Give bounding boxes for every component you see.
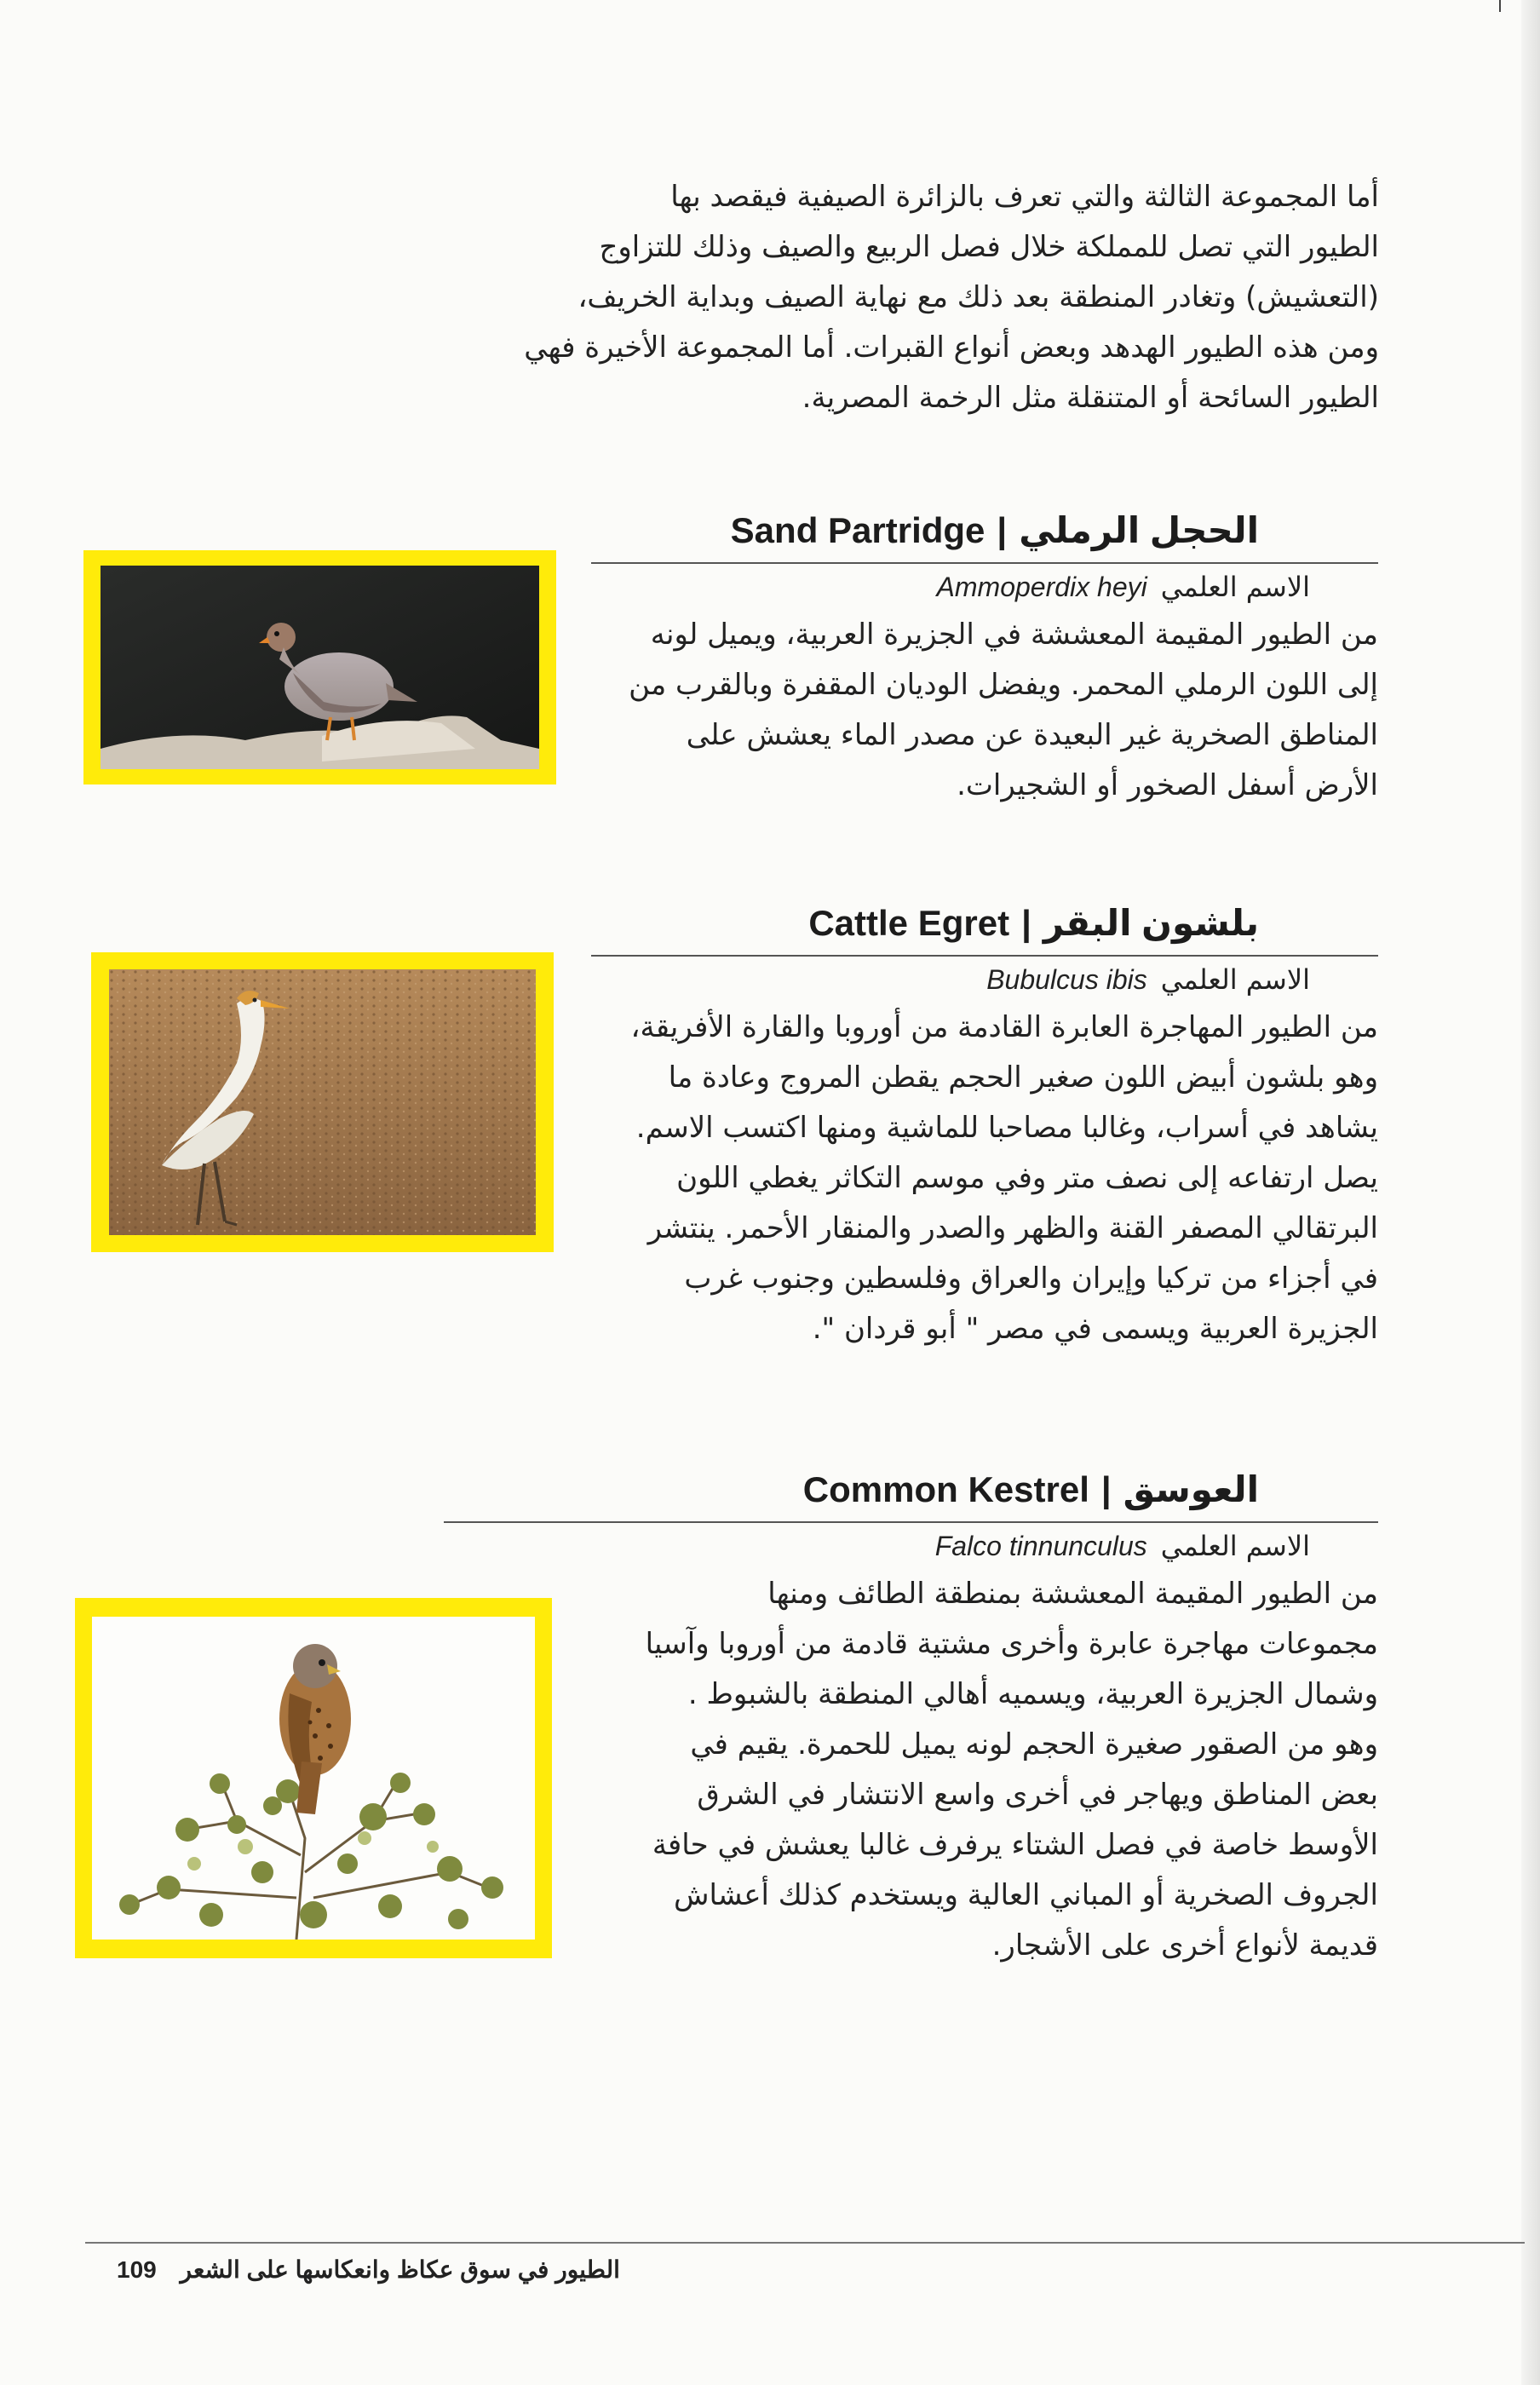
description-line: من الطيور المقيمة المعششة في الجزيرة العربية، ويميل لونه [650, 618, 1378, 652]
sand-partridge-image [101, 566, 539, 769]
description-line: وهو من الصقور صغيرة الحجم لونه يميل للحمرة. يقيم في [690, 1727, 1378, 1761]
scientific-name-label: الاسم العلمي [1160, 963, 1310, 996]
description-line: وهو بلشون أبيض اللون صغير الحجم يقطن المروج وعادة ما [668, 1060, 1378, 1095]
species-common-kestrel [444, 1467, 1378, 1971]
heading-separator: | [1021, 903, 1031, 943]
intro-line: الطيور التي تصل للمملكة خلال فصل الربيع والصيف وذلك للتزاوج [599, 230, 1379, 264]
species-name-arabic: بلشون البقر [1043, 903, 1259, 943]
description-line: الجروف الصخرية أو المباني العالية ويستخدم كذلك أعشاش [674, 1878, 1378, 1912]
species-description [591, 1003, 1378, 1354]
crop-mark [1499, 0, 1501, 12]
description-line: من الطيور المهاجرة العابرة القادمة من أوروبا والقارة الأفريقة، [630, 1010, 1378, 1044]
scientific-name: Ammoperdix heyi [936, 572, 1147, 602]
intro-line: (التعشيش) وتغادر المنطقة بعد ذلك مع نهاية الصيف وبداية الخريف، [578, 280, 1379, 314]
intro-line: ومن هذه الطيور الهدهد وبعض أنواع القبرات. أما المجموعة الأخيرة فهي [524, 330, 1379, 365]
intro-paragraph [445, 172, 1379, 423]
scientific-name: Bubulcus ibis [986, 964, 1147, 995]
intro-line: أما المجموعة الثالثة والتي تعرف بالزائرة الصيفية فيقصد بها [670, 180, 1379, 214]
intro-line: الطيور السائحة أو المتنقلة مثل الرخمة المصرية. [802, 381, 1379, 415]
scientific-name-row [591, 564, 1378, 610]
scientific-name-label: الاسم العلمي [1160, 1530, 1310, 1562]
page-spine-shadow [1521, 0, 1540, 2385]
cattle-egret-image [109, 969, 536, 1235]
heading-separator: | [997, 510, 1008, 550]
description-line: يشاهد في أسراب، وغالبا مصاحبا للماشية ومنها اكتسب الاسم. [635, 1111, 1378, 1145]
scientific-name: Falco tinnunculus [934, 1531, 1147, 1561]
description-line: إلى اللون الرملي المحمر. ويفضل الوديان المقفرة وبالقرب من [629, 668, 1378, 702]
description-line: قديمة لأنواع أخرى على الأشجار. [991, 1928, 1378, 1963]
species-name-arabic: العوسق [1123, 1469, 1259, 1509]
sand-partridge-photo [83, 550, 556, 784]
species-description [591, 610, 1378, 811]
common-kestrel-photo [75, 1598, 552, 1958]
description-line: من الطيور المقيمة المعششة بمنطقة الطائف ومنها [767, 1577, 1378, 1611]
species-sand-partridge [591, 508, 1378, 811]
description-line: الأرض أسفل الصخور أو الشجيرات. [957, 768, 1378, 802]
scientific-name-label: الاسم العلمي [1160, 571, 1310, 603]
description-line: الأوسط خاصة في فصل الشتاء يرفرف غالبا يعشش في حافة [652, 1828, 1378, 1862]
description-line: الجزيرة العربية ويسمى في مصر " أبو قردان ". [812, 1312, 1378, 1346]
cattle-egret-photo [91, 952, 554, 1252]
description-line: مجموعات مهاجرة عابرة وأخرى مشتية قادمة من أوروبا وآسيا [645, 1627, 1378, 1661]
species-name-english: Common Kestrel [802, 1469, 1089, 1509]
description-line: المناطق الصخرية غير البعيدة عن مصدر الماء يعشش على [686, 718, 1378, 752]
description-line: في أجزاء من تركيا وإيران والعراق وفلسطين وجنوب غرب [684, 1261, 1378, 1296]
species-name-english: Sand Partridge [730, 510, 985, 550]
species-cattle-egret [591, 900, 1378, 1354]
footer-rule [85, 2242, 1525, 2244]
species-heading [444, 1467, 1378, 1513]
species-name-arabic: الحجل الرملي [1019, 510, 1259, 550]
species-name-english: Cattle Egret [808, 903, 1010, 943]
description-line: بعض المناطق ويهاجر في أخرى واسع الانتشار في الشرق [697, 1778, 1378, 1812]
species-heading [591, 508, 1378, 554]
scientific-name-row [444, 1523, 1378, 1569]
book-title: الطيور في سوق عكاظ وانعكاسها على الشعر [180, 2256, 620, 2283]
page-number: 109 [117, 2256, 157, 2283]
description-line: يصل ارتفاعه إلى نصف متر وفي موسم التكاثر يغطي اللون [676, 1161, 1378, 1195]
description-line: البرتقالي المصفر القنة والظهر والصدر والمنقار الأحمر. ينتشر [647, 1211, 1378, 1245]
heading-separator: | [1100, 1469, 1112, 1509]
species-description [591, 1569, 1378, 1971]
description-line: وشمال الجزيرة العربية، ويسميه أهالي المنطقة بالشبوط . [687, 1677, 1378, 1711]
species-heading [591, 900, 1378, 946]
scientific-name-row [591, 957, 1378, 1003]
page-footer [117, 2249, 620, 2291]
common-kestrel-image [92, 1617, 535, 1940]
